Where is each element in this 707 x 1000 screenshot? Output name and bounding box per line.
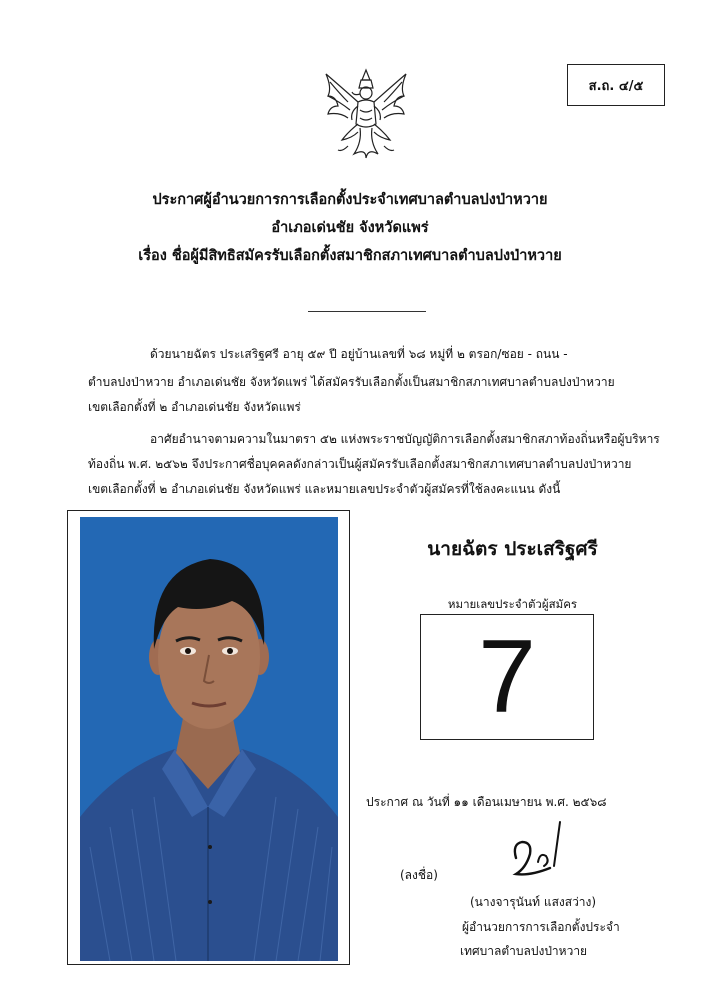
- paragraph-2-line-2: ท้องถิ่น พ.ศ. ๒๕๖๒ จึงประกาศชื่อบุคคลดังกล่าวเป็นผู้สมัครรับเลือกตั้งสมาชิกสภาเทศบาลตำบลปงป่าหวาย: [88, 457, 632, 471]
- announcement-date: ประกาศ ณ วันที่ ๑๑ เดือนเมษายน พ.ศ. ๒๕๖๘: [366, 795, 607, 809]
- form-code-text: ส.ถ. ๔/๕: [588, 78, 644, 94]
- header-line-3: เรื่อง ชื่อผู้มีสิทธิสมัครรับเลือกตั้งสมาชิกสภาเทศบาลตำบลปงป่าหวาย: [138, 248, 562, 264]
- sign-label: (ลงชื่อ): [400, 868, 438, 882]
- paragraph-1-line-2: ตำบลปงป่าหวาย อำเภอเด่นชัย จังหวัดแพร่ ได้สมัครรับเลือกตั้งเป็นสมาชิกสภาเทศบาลตำบลปงป่าหวาย: [88, 375, 615, 389]
- garuda-emblem-icon: [318, 66, 414, 164]
- signature-icon: [510, 818, 562, 882]
- form-code-box: [567, 64, 665, 106]
- header-line-1: ประกาศผู้อำนวยการการเลือกตั้งประจำเทศบาลตำบลปงป่าหวาย: [152, 192, 548, 208]
- candidate-number-label: หมายเลขประจำตัวผู้สมัคร: [447, 597, 578, 611]
- paragraph-2-line-1: อาศัยอำนาจตามความในมาตรา ๕๒ แห่งพระราชบัญญัติการเลือกตั้งสมาชิกสภาท้องถิ่นหรือผู้บริหาร: [150, 432, 660, 446]
- candidate-number: 7: [478, 619, 536, 735]
- candidate-name: นายฉัตร ประเสริฐศรี: [427, 538, 598, 560]
- paragraph-1-line-3: เขตเลือกตั้งที่ ๒ อำเภอเด่นชัย จังหวัดแพร่: [88, 400, 301, 414]
- paragraph-1-line-1: ด้วยนายฉัตร ประเสริฐศรี อายุ ๕๙ ปี อยู่บ้านเลขที่ ๖๘ หมู่ที่ ๒ ตรอก/ซอย - ถนน -: [150, 347, 568, 361]
- paragraph-2-line-3: เขตเลือกตั้งที่ ๒ อำเภอเด่นชัย จังหวัดแพร่ และหมายเลขประจำตัวผู้สมัครที่ใช้ลงคะแนน ดังนี้: [88, 482, 561, 496]
- candidate-photo-frame: [67, 510, 350, 965]
- official-name: (นางจารุนันท์ แสงสว่าง): [470, 895, 597, 909]
- official-position-line-2: เทศบาลตำบลปงป่าหวาย: [460, 944, 588, 958]
- header-line-2: อำเภอเด่นชัย จังหวัดแพร่: [271, 220, 429, 236]
- official-position-line-1: ผู้อำนวยการการเลือกตั้งประจำ: [462, 920, 620, 934]
- candidate-number-box: [420, 614, 594, 740]
- candidate-photo: [80, 517, 338, 961]
- header-divider: [308, 311, 426, 312]
